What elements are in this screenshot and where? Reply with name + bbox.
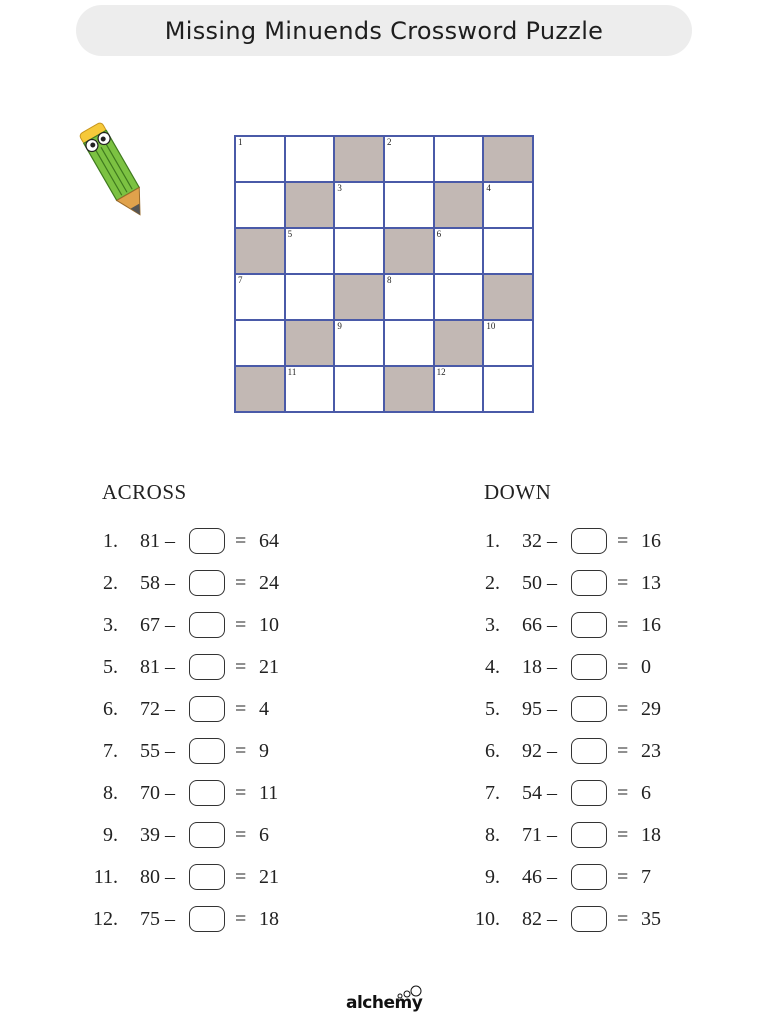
clue-number: 5 xyxy=(287,229,293,239)
minuend-expression: 55 – xyxy=(140,739,175,762)
difference-value: 4 xyxy=(259,697,269,720)
grid-cell[interactable] xyxy=(285,136,335,182)
clue-number: 6. xyxy=(103,697,118,720)
grid-cell[interactable] xyxy=(483,228,533,274)
difference-value: 18 xyxy=(641,823,661,846)
minuend-expression: 81 – xyxy=(140,529,175,552)
difference-value: 13 xyxy=(641,571,661,594)
alchemy-logo xyxy=(344,985,426,1019)
clue-number: 3. xyxy=(485,613,500,636)
answer-box[interactable] xyxy=(189,528,225,554)
minuend-expression: 67 – xyxy=(140,613,175,636)
difference-value: 0 xyxy=(641,655,651,678)
minuend-expression: 58 – xyxy=(140,571,175,594)
clue-number: 3. xyxy=(103,613,118,636)
clue-number: 6 xyxy=(436,229,442,239)
answer-box[interactable] xyxy=(189,738,225,764)
clue-number: 6. xyxy=(485,739,500,762)
equals-sign: = xyxy=(617,655,629,678)
clue-row xyxy=(470,604,720,646)
page-title: Missing Minuends Crossword Puzzle xyxy=(164,16,604,45)
difference-value: 11 xyxy=(259,781,279,804)
clue-row xyxy=(88,520,338,562)
minuend-expression: 32 – xyxy=(522,529,557,552)
title-banner xyxy=(76,5,692,56)
equals-sign: = xyxy=(617,529,629,552)
answer-box[interactable] xyxy=(571,696,607,722)
minuend-expression: 54 – xyxy=(522,781,557,804)
grid-cell-blocked xyxy=(334,136,384,182)
clue-row xyxy=(88,646,338,688)
answer-box[interactable] xyxy=(189,864,225,890)
answer-box[interactable] xyxy=(571,906,607,932)
grid-cell-blocked xyxy=(483,274,533,320)
answer-box[interactable] xyxy=(571,738,607,764)
equals-sign: = xyxy=(235,655,247,678)
grid-cell[interactable] xyxy=(483,320,533,366)
clue-number: 1. xyxy=(103,529,118,552)
clue-number: 5. xyxy=(103,655,118,678)
minuend-expression: 46 – xyxy=(522,865,557,888)
grid-cell[interactable] xyxy=(434,366,484,412)
grid-cell[interactable] xyxy=(235,320,285,366)
answer-box[interactable] xyxy=(571,612,607,638)
grid-cell-blocked xyxy=(434,182,484,228)
answer-box[interactable] xyxy=(189,906,225,932)
down-heading: DOWN xyxy=(484,480,552,504)
answer-box[interactable] xyxy=(571,780,607,806)
equals-sign: = xyxy=(617,865,629,888)
clue-row xyxy=(470,856,720,898)
down-clue-list xyxy=(470,520,720,940)
grid-cell-blocked xyxy=(483,136,533,182)
minuend-expression: 72 – xyxy=(140,697,175,720)
clue-number: 11. xyxy=(93,865,118,888)
equals-sign: = xyxy=(617,697,629,720)
difference-value: 9 xyxy=(259,739,269,762)
logo-wordmark: alchemy xyxy=(346,993,423,1013)
grid-cell[interactable] xyxy=(434,136,484,182)
minuend-expression: 75 – xyxy=(140,907,175,930)
clue-number: 3 xyxy=(337,183,342,193)
grid-cell[interactable] xyxy=(285,274,335,320)
clue-number: 12. xyxy=(93,907,118,930)
equals-sign: = xyxy=(235,571,247,594)
answer-box[interactable] xyxy=(189,570,225,596)
clue-row xyxy=(470,772,720,814)
clue-number: 10 xyxy=(486,321,496,331)
minuend-expression: 71 – xyxy=(522,823,557,846)
clue-row xyxy=(88,562,338,604)
grid-cell-blocked xyxy=(235,228,285,274)
across-clue-list xyxy=(88,520,338,940)
clue-row xyxy=(88,604,338,646)
clue-row xyxy=(88,772,338,814)
grid-cell[interactable] xyxy=(384,136,434,182)
minuend-expression: 81 – xyxy=(140,655,175,678)
difference-value: 24 xyxy=(259,571,279,594)
clue-number: 8. xyxy=(485,823,500,846)
minuend-expression: 39 – xyxy=(140,823,175,846)
equals-sign: = xyxy=(235,739,247,762)
equals-sign: = xyxy=(617,739,629,762)
grid-cell-blocked xyxy=(334,274,384,320)
clue-number: 9 xyxy=(337,321,342,331)
clue-number: 4. xyxy=(485,655,500,678)
across-heading: ACROSS xyxy=(102,480,187,504)
answer-box[interactable] xyxy=(571,822,607,848)
minuend-expression: 82 – xyxy=(522,907,557,930)
grid-cell-blocked xyxy=(434,320,484,366)
clue-row xyxy=(88,688,338,730)
clue-row xyxy=(470,814,720,856)
equals-sign: = xyxy=(235,613,247,636)
grid-cell[interactable] xyxy=(434,228,484,274)
grid-cell[interactable] xyxy=(434,274,484,320)
clue-number: 9. xyxy=(485,865,500,888)
equals-sign: = xyxy=(235,907,247,930)
clue-number: 5. xyxy=(485,697,500,720)
grid-cell[interactable] xyxy=(285,366,335,412)
pencil-mascot-icon xyxy=(68,104,158,232)
clue-number: 4 xyxy=(486,183,491,193)
clue-row xyxy=(470,688,720,730)
difference-value: 6 xyxy=(641,781,651,804)
grid-cell[interactable] xyxy=(384,182,434,228)
grid-cell[interactable] xyxy=(384,320,434,366)
difference-value: 29 xyxy=(641,697,661,720)
clue-row xyxy=(470,646,720,688)
grid-cell-blocked xyxy=(384,366,434,412)
grid-cell[interactable] xyxy=(285,228,335,274)
clue-number: 7 xyxy=(238,275,243,285)
grid-cell[interactable] xyxy=(334,182,384,228)
clue-number: 1 xyxy=(238,137,243,147)
equals-sign: = xyxy=(235,823,247,846)
clue-number: 8 xyxy=(387,275,392,285)
answer-box[interactable] xyxy=(189,612,225,638)
grid-cell-blocked xyxy=(285,320,335,366)
difference-value: 21 xyxy=(259,655,279,678)
equals-sign: = xyxy=(235,529,247,552)
clue-number: 9. xyxy=(103,823,118,846)
equals-sign: = xyxy=(617,823,629,846)
difference-value: 64 xyxy=(259,529,279,552)
clue-row xyxy=(88,814,338,856)
answer-box[interactable] xyxy=(189,780,225,806)
equals-sign: = xyxy=(617,613,629,636)
equals-sign: = xyxy=(235,781,247,804)
difference-value: 35 xyxy=(641,907,661,930)
minuend-expression: 50 – xyxy=(522,571,557,594)
answer-box[interactable] xyxy=(189,654,225,680)
difference-value: 7 xyxy=(641,865,651,888)
answer-box[interactable] xyxy=(571,528,607,554)
clue-row xyxy=(88,856,338,898)
clue-number: 10. xyxy=(475,907,500,930)
difference-value: 6 xyxy=(259,823,269,846)
answer-box[interactable] xyxy=(571,654,607,680)
grid-cell[interactable] xyxy=(334,366,384,412)
equals-sign: = xyxy=(617,907,629,930)
difference-value: 16 xyxy=(641,613,661,636)
grid-cell[interactable] xyxy=(334,228,384,274)
clue-row xyxy=(470,898,720,940)
grid-cell[interactable] xyxy=(483,182,533,228)
grid-cell-blocked xyxy=(384,228,434,274)
clue-number: 12 xyxy=(436,367,446,377)
clue-row xyxy=(470,520,720,562)
minuend-expression: 92 – xyxy=(522,739,557,762)
grid-cell[interactable] xyxy=(235,274,285,320)
equals-sign: = xyxy=(235,865,247,888)
grid-cell[interactable] xyxy=(235,182,285,228)
clue-row xyxy=(88,730,338,772)
grid-cell[interactable] xyxy=(483,366,533,412)
answer-box[interactable] xyxy=(571,864,607,890)
grid-cell[interactable] xyxy=(334,320,384,366)
clue-row xyxy=(470,562,720,604)
answer-box[interactable] xyxy=(189,696,225,722)
grid-cell-blocked xyxy=(235,366,285,412)
equals-sign: = xyxy=(617,781,629,804)
equals-sign: = xyxy=(617,571,629,594)
difference-value: 18 xyxy=(259,907,279,930)
minuend-expression: 95 – xyxy=(522,697,557,720)
grid-cell[interactable] xyxy=(384,274,434,320)
difference-value: 10 xyxy=(259,613,279,636)
minuend-expression: 66 – xyxy=(522,613,557,636)
clue-number: 11 xyxy=(287,367,297,377)
minuend-expression: 70 – xyxy=(140,781,175,804)
difference-value: 21 xyxy=(259,865,279,888)
clue-row xyxy=(88,898,338,940)
clue-number: 2. xyxy=(103,571,118,594)
difference-value: 16 xyxy=(641,529,661,552)
equals-sign: = xyxy=(235,697,247,720)
clue-row xyxy=(470,730,720,772)
clue-number: 7. xyxy=(485,781,500,804)
clue-number: 2 xyxy=(387,137,392,147)
grid-cell-blocked xyxy=(285,182,335,228)
clue-number: 1. xyxy=(485,529,500,552)
difference-value: 23 xyxy=(641,739,661,762)
clue-number: 8. xyxy=(103,781,118,804)
minuend-expression: 18 – xyxy=(522,655,557,678)
crossword-grid xyxy=(234,135,534,413)
grid-cell[interactable] xyxy=(235,136,285,182)
answer-box[interactable] xyxy=(571,570,607,596)
clue-number: 2. xyxy=(485,571,500,594)
minuend-expression: 80 – xyxy=(140,865,175,888)
clue-number: 7. xyxy=(103,739,118,762)
answer-box[interactable] xyxy=(189,822,225,848)
